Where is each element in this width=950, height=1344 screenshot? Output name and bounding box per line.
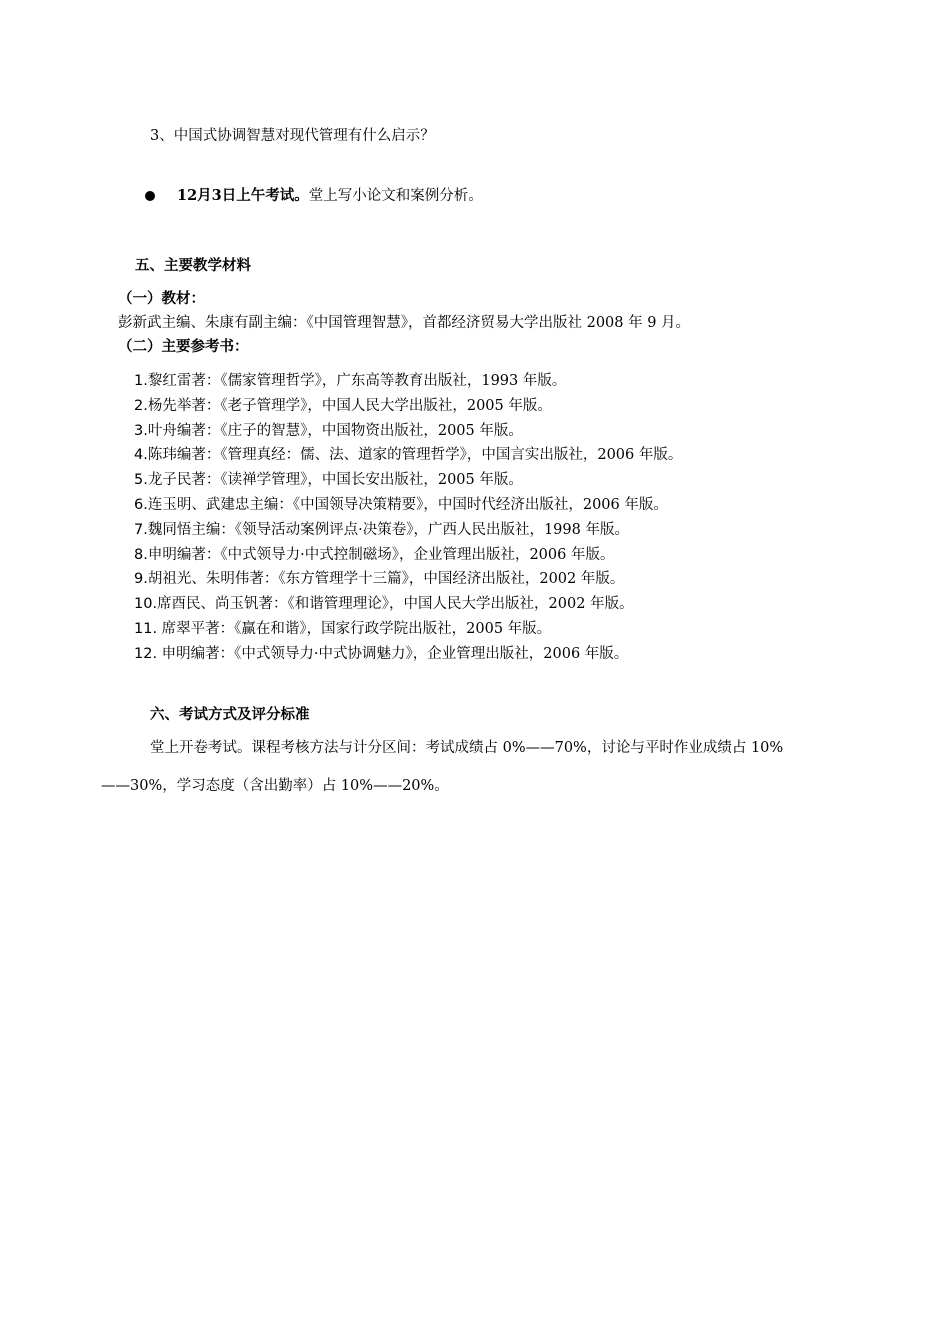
reference-item (134, 495, 668, 515)
reference-number: 2. (134, 397, 148, 414)
bullet-icon (145, 191, 155, 201)
reference-number: 1. (134, 373, 148, 389)
textbook-entry: 彭新武主编、朱康有副主编：《中国管理智慧》，首都经济贸易大学出版社 2008 年 9 月。 (118, 315, 691, 331)
question-3: 3、中国式协调智慧对现代管理有什么启示？ (150, 128, 435, 144)
reference-text: 席翠平著：《赢在和谐》，国家行政学院出版社，2005 年版。 (161, 621, 552, 637)
grading-line-2: ——30%，学习态度（含出勤率）占 10%——20%。 (101, 778, 449, 794)
reference-item (134, 371, 566, 391)
reference-item (134, 396, 552, 416)
reference-text: 龙子民著：《读禅学管理》，中国长安出版社，2005 年版。 (147, 472, 523, 489)
reference-text: 叶舟编著：《庄子的智慧》，中国物资出版社，2005 年版。 (147, 422, 523, 439)
reference-number: 8. (134, 546, 148, 563)
reference-item (134, 619, 551, 639)
reference-number: 11. (134, 621, 162, 637)
references-heading: （二）主要参考书： (118, 338, 249, 355)
reference-text: 席酉民、尚玉钒著：《和谐管理理论》，中国人民大学出版社，2002 年版。 (157, 596, 634, 613)
reference-number: 9. (134, 571, 148, 588)
reference-number: 4. (134, 447, 148, 464)
reference-text: 陈玮编著：《管理真经：儒、法、道家的管理哲学》，中国言实出版社，2006 年版。 (147, 447, 683, 464)
reference-text: 胡祖光、朱明伟著：《东方管理学十三篇》，中国经济出版社，2002 年版。 (147, 571, 625, 588)
reference-item (134, 569, 624, 589)
reference-text: 黎红雷著：《儒家管理哲学》，广东高等教育出版社，1993 年版。 (147, 373, 567, 389)
reference-text: 杨先举著：《老子管理学》，中国人民大学出版社，2005 年版。 (147, 397, 552, 414)
reference-number: 7. (134, 521, 148, 538)
reference-number: 6. (134, 497, 148, 513)
reference-number: 3. (134, 422, 148, 439)
grading-line-1: 堂上开卷考试。课程考核方法与计分区间：考试成绩占 0%——70%，讨论与平时作业成绩占 10% (150, 740, 784, 756)
reference-item (134, 644, 628, 664)
reference-item (134, 421, 523, 441)
section6-title: 六、考试方式及评分标准 (150, 706, 310, 723)
section5-title: 五、主要教学材料 (135, 257, 251, 274)
reference-item (134, 594, 634, 614)
textbook-heading: （一）教材： (118, 290, 205, 307)
exam-notice-text: 堂上写小论文和案例分析。 (308, 188, 483, 204)
reference-number: 12. (134, 645, 162, 662)
reference-number: 10. (134, 596, 158, 613)
reference-number: 5. (134, 472, 148, 489)
exam-notice-date: 12月3日上午考试。 (177, 187, 309, 204)
reference-text: 魏同悟主编：《领导活动案例评点·决策卷》，广西人民出版社，1998 年版。 (147, 521, 629, 538)
reference-text: 申明编著：《中式领导力·中式协调魅力》，企业管理出版社，2006 年版。 (161, 645, 629, 662)
reference-item (134, 470, 523, 490)
reference-text: 申明编著：《中式领导力·中式控制磁场》，企业管理出版社，2006 年版。 (147, 546, 615, 563)
exam-notice (177, 186, 483, 206)
reference-item (134, 520, 629, 540)
reference-item (134, 445, 682, 465)
reference-text: 连玉明、武建忠主编：《中国领导决策精要》，中国时代经济出版社，2006 年版。 (147, 497, 668, 513)
reference-item (134, 545, 614, 565)
